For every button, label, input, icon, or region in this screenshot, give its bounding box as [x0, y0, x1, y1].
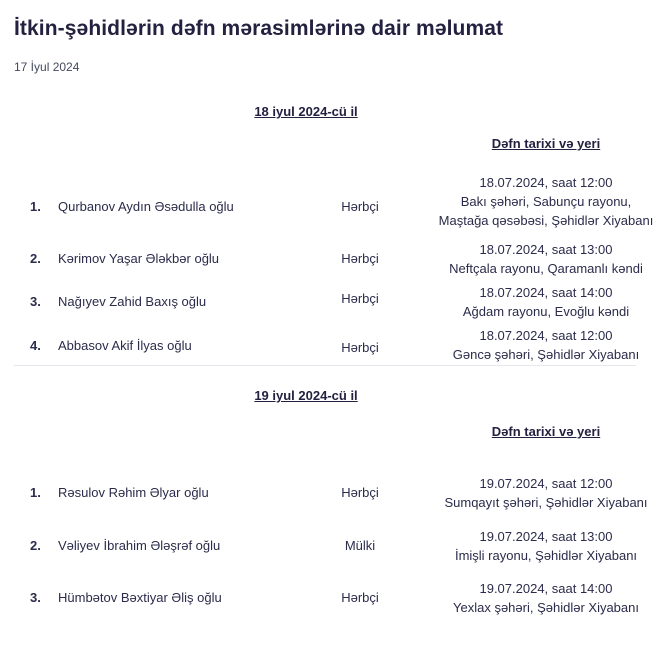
- person-status: Hərbçi: [341, 590, 379, 605]
- person-name: Kərimov Yaşar Ələkbər oğlu: [58, 251, 220, 266]
- person-name: Hümbətov Bəxtiyar Əliş oğlu: [58, 590, 222, 605]
- burial-time: 18.07.2024, saat 12:00: [479, 175, 613, 190]
- person-name: Nağıyev Zahid Baxış oğlu: [58, 294, 207, 309]
- person-status: Hərbçi: [341, 485, 379, 500]
- burial-place: Bakı şəhəri, Sabunçu rayonu,: [460, 194, 632, 209]
- burial-date-place: [410, 474, 670, 512]
- person-name: Vəliyev İbrahim Ələşrəf oğlu: [58, 538, 221, 553]
- burial-date-place: [410, 527, 670, 565]
- burial-place: İmişli rayonu, Şəhidlər Xiyabanı: [454, 548, 638, 563]
- person-name: Qurbanov Aydın Əsədulla oğlu: [58, 199, 234, 214]
- person-name: Abbasov Akif İlyas oğlu: [58, 338, 192, 353]
- page-title: İtkin-şəhidlərin dəfn mərasimlərinə dair məlumat: [14, 17, 504, 40]
- burial-place: Neftçala rayonu, Qaramanlı kəndi: [449, 261, 643, 276]
- burial-date-place: [410, 326, 670, 364]
- burial-place: Gəncə şəhəri, Şəhidlər Xiyabanı: [452, 347, 640, 362]
- burial-place: Maştağa qəsəbəsi, Şəhidlər Xiyabanı: [438, 213, 654, 228]
- burial-date-place: [410, 240, 670, 278]
- section-divider: [14, 365, 636, 366]
- row-number: 4.: [30, 338, 41, 353]
- column-heading-burial: Dəfn tarixi və yeri: [491, 424, 601, 439]
- row-number: 1.: [30, 485, 41, 500]
- burial-time: 18.07.2024, saat 14:00: [479, 285, 613, 300]
- burial-place: Ağdam rayonu, Evoğlu kəndi: [462, 304, 630, 319]
- burial-time: 18.07.2024, saat 13:00: [479, 242, 613, 257]
- row-number: 2.: [30, 251, 41, 266]
- row-number: 3.: [30, 590, 41, 605]
- person-status: Hərbçi: [341, 340, 379, 355]
- person-status: Mülki: [344, 538, 376, 553]
- burial-time: 18.07.2024, saat 12:00: [479, 328, 613, 343]
- burial-time: 19.07.2024, saat 13:00: [479, 529, 613, 544]
- burial-place: Sumqayıt şəhəri, Şəhidlər Xiyabanı: [444, 495, 648, 510]
- person-status: Hərbçi: [341, 199, 379, 214]
- person-name: Rəsulov Rəhim Əlyar oğlu: [58, 485, 209, 500]
- burial-date-place: [410, 173, 670, 230]
- publish-date: 17 İyul 2024: [14, 60, 80, 74]
- row-number: 3.: [30, 294, 41, 309]
- person-status: Hərbçi: [341, 291, 379, 306]
- row-number: 2.: [30, 538, 41, 553]
- row-number: 1.: [30, 199, 41, 214]
- day-heading-19: 19 iyul 2024-cü il: [254, 388, 358, 403]
- burial-place: Yexlax şəhəri, Şəhidlər Xiyabanı: [453, 600, 639, 615]
- burial-date-place: [410, 283, 670, 321]
- burial-time: 19.07.2024, saat 14:00: [479, 581, 613, 596]
- burial-time: 19.07.2024, saat 12:00: [479, 476, 613, 491]
- column-heading-burial: Dəfn tarixi və yeri: [491, 136, 601, 151]
- day-heading-18: 18 iyul 2024-cü il: [254, 104, 358, 119]
- burial-date-place: [410, 579, 670, 617]
- person-status: Hərbçi: [341, 251, 379, 266]
